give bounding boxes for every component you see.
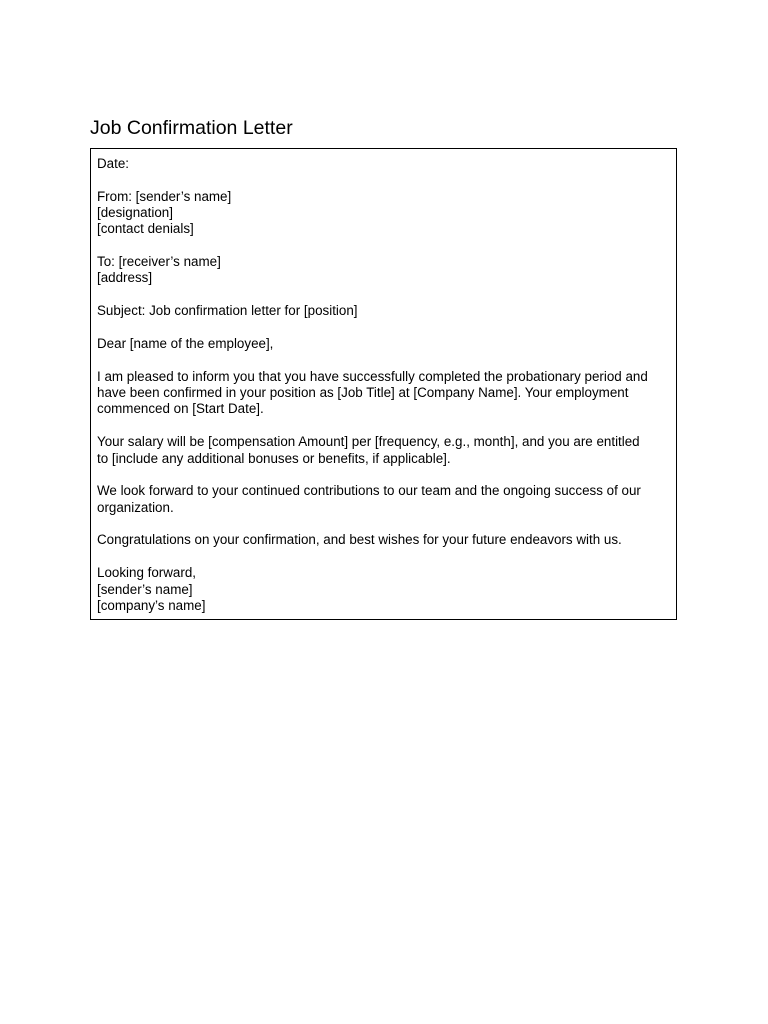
salutation [97, 336, 670, 352]
body-paragraph-3 [97, 483, 670, 516]
body-paragraph-2 [97, 434, 670, 467]
recipient-name: To: [receiver’s name] [97, 254, 221, 270]
body-paragraph-3-line-1: We look forward to your continued contributions to our team and the ongoing success of our [97, 483, 641, 499]
recipient-address: [address] [97, 270, 153, 286]
date-line [97, 156, 670, 172]
closing-block [97, 565, 670, 614]
salutation-text: Dear [name of the employee], [97, 336, 274, 352]
body-paragraph-3-line-2: organization. [97, 499, 174, 515]
sender-block [97, 189, 670, 238]
body-paragraph-1-line-1: I am pleased to inform you that you have successfully completed the probationary period and [97, 368, 648, 384]
body-paragraph-4-line-1: Congratulations on your confirmation, and best wishes for your future endeavors with us. [97, 532, 622, 548]
body-paragraph-4 [97, 532, 670, 548]
date-label: Date: [97, 156, 130, 171]
recipient-block [97, 254, 670, 287]
sender-name: From: [sender’s name] [97, 188, 232, 204]
sender-contact: [contact denials] [97, 221, 194, 237]
closing-sender-name: [sender’s name] [97, 581, 193, 597]
document-title: Job Confirmation Letter [90, 117, 293, 139]
body-paragraph-1-line-2: have been confirmed in your position as [Job Title] at [Company Name]. Your employment [97, 385, 629, 401]
sender-designation: [designation] [97, 205, 173, 221]
body-paragraph-2-line-2: to [include any additional bonuses or benefits, if applicable]. [97, 450, 451, 466]
body-paragraph-1-line-3: commenced on [Start Date]. [97, 401, 264, 417]
letter-body-box [90, 148, 677, 620]
closing-text: Looking forward, [97, 565, 196, 581]
body-paragraph-1 [97, 369, 670, 418]
subject-line [97, 303, 670, 319]
body-paragraph-2-line-1: Your salary will be [compensation Amount] per [frequency, e.g., month], and you are entitled [97, 434, 640, 450]
closing-company-name: [company’s name] [97, 597, 206, 613]
subject-text: Subject: Job confirmation letter for [position] [97, 303, 358, 319]
